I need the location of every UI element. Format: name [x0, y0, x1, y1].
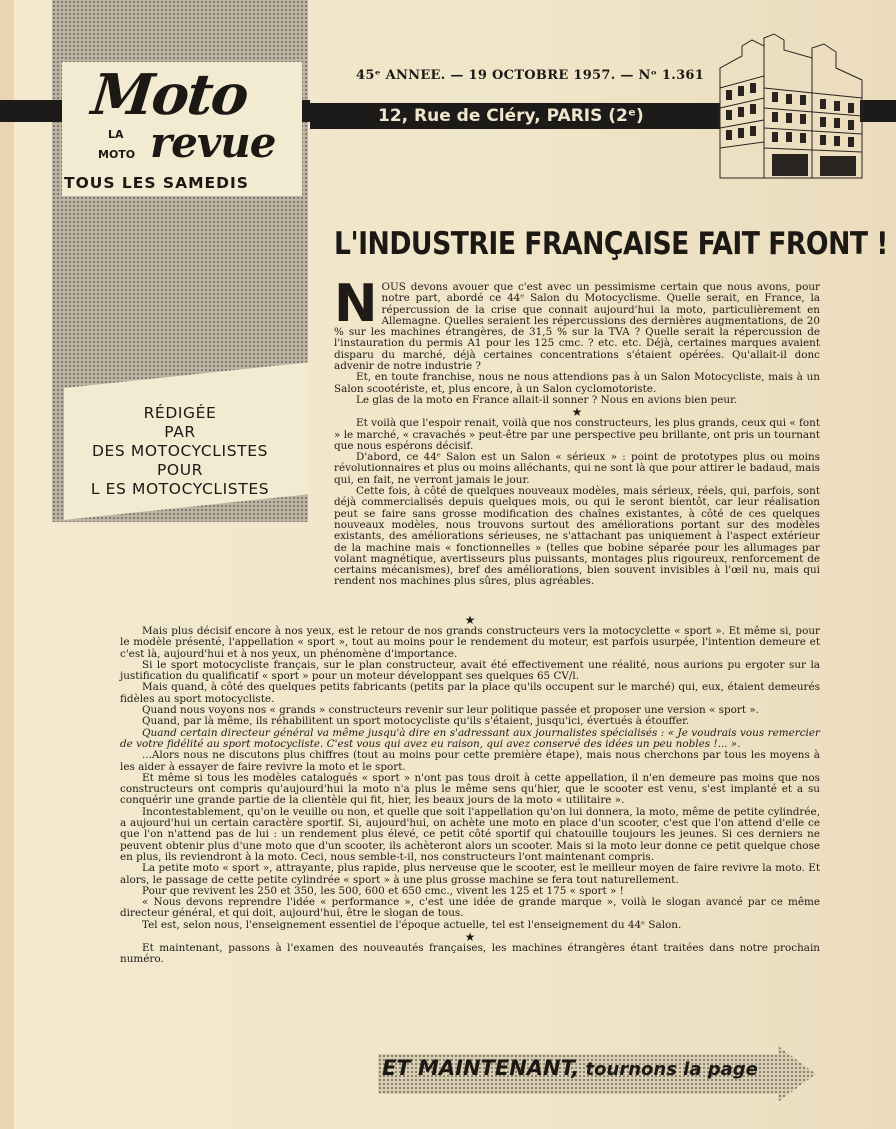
paragraph: Mais plus décisif encore à nos yeux, est le retour de nos grands constructeurs vers la motocyclette « sport ». Et même si, pour le modèle présenté, l'appellation « sport », tout au moins pour le rendement du moteur, est parfois usurpée, l'intention demeure et c'est là, aujourd'hui et à nos yeux, un phénomène d'importance.: [120, 625, 820, 660]
paragraph: Mais quand, à côté des quelques petits fabricants (petits par la place qu'ils occupent sur le marché) qui, eux, étaient demeurés fidèles au sport motocycliste.: [120, 681, 820, 705]
paragraph: Le glas de la moto en France allait-il sonner ? Nous en avions bien peur.: [356, 393, 738, 406]
paragraph: ...Alors nous ne discutons plus chiffres (tout au moins pour cette première étape), mais nous cherchons par tous les moyens à les aider à essayer de faire revivre la moto et le sport.: [120, 749, 820, 773]
paragraph: Et maintenant, passons à l'examen des nouveautés françaises, les machines étrangères étant traitées dans notre prochain numéro.: [120, 942, 820, 966]
logo-revue: revue: [150, 118, 276, 167]
paragraph: Si le sport motocycliste français, sur le plan constructeur, avait été effectivement une réalité, nous aurions pu ergoter sur la justification du qualificatif « sport » pour un moteur développant ses quelques 65 CV/l.: [120, 658, 820, 683]
star-separator: ★: [571, 405, 583, 420]
motto-line: L ES MOTOCYCLISTES: [90, 480, 270, 498]
paragraph-text: OUS devons avouer que c'est avec un pessimisme certain que nous avons, pour notre part, abordé ce 44ᵉ Salon du Motocyclisme. Quelle serait, en France, la répercussion de la crise que connait aujourd'hui la moto, particulièrement en Allemagne. Quelles seraient les répercussions des dernières augmentations, de 20 % sur les machines étrangères, de 31,5 % sur la TVA ? Quelle serait la répercussion de l'instauration du permis A1 pour les 125 cmc. ? etc. etc. Déjà, certaines marques avaient disparu du marché, déjà certaines concentrations s'étaient opérées. Qu'allait-il donc advenir de notre industrie ?: [334, 281, 820, 373]
footer-bold: ET MAINTENANT,: [382, 1056, 580, 1080]
paragraph: Et même si tous les modèles catalogués « sport » n'ont pas tous droit à cette appellation, il n'en demeure pas moins que nos constructeurs ont compris qu'aujourd'hui la moto n'a plus le même sens qu'hier, que le scooter est venu, s'est implanté et a su conquérir une grande partie de la clientèle qui fit, hier, les beaux jours de la moto « utilitaire ».: [120, 771, 820, 807]
footer-rest: tournons la page: [585, 1059, 758, 1080]
paragraph: Quand, par là même, ils réhabilitent un sport motocycliste qu'ils s'étaient, jusqu'ici, évertués à étouffer.: [142, 715, 690, 728]
address-bar: [310, 103, 720, 129]
page-edge: [0, 0, 14, 1129]
paragraph: D'abord, ce 44ᵉ Salon est un Salon « sérieux » : point de prototypes plus ou moins révolutionnaires et plus ou moins alléchants, qui ne sont là que pour attirer le badaud, mais qui, en fait, ne verront jamais le jour.: [334, 451, 820, 486]
footer-callout: [382, 1056, 758, 1080]
star-separator: ★: [464, 930, 476, 945]
tagline: TOUS LES SAMEDIS: [64, 174, 249, 192]
motto-line: RÉDIGÉE: [143, 404, 217, 422]
issue-line: 45ᵉ ANNEE. — 19 OCTOBRE 1957. — Nᵒ 1.361: [356, 68, 705, 83]
motto-line: PAR: [164, 423, 196, 441]
paragraph: La petite moto « sport », attrayante, plus rapide, plus nerveuse que le scooter, est le meilleur moyen de faire revivre la moto. Et alors, le passage de cette petite cylindrée « sport » à une plus grosse machine se fera tout naturellement.: [120, 862, 820, 886]
paragraph: Incontestablement, qu'on le veuille ou non, et quelle que soit l'appellation qu'on lui donnera, la moto, même de petite cylindrée, a aujourd'hui un certain caractère sportif. Si, aujourd'hui, on achète une moto en place d'un scooter, c'est que l'on attend d'elle ce que l'on n'attend pas de lui : un rendement plus élevé, ce petit côté sportif qui chatouille toujours les jeunes. Si ces derniers ne peuvent obtenir plus d'une moto que d'un scooter, ils achèteront alors un scooter. Mais si la moto leur donne ce petit quelque chose en plus, ils reviendront à la moto. Ceci, nous semble-t-il, nos constructeurs l'ont maintenant compris.: [120, 805, 820, 863]
article-intro: [334, 274, 820, 588]
motto-line: DES MOTOCYCLISTES: [91, 442, 269, 460]
headline: L'INDUSTRIE FRANÇAISE FAIT FRONT !: [334, 226, 888, 262]
paragraph: Quand certain directeur général va même jusqu'à dire en s'adressant aux journalistes spécialisés : « Je voudrais vous remercier de votre fidélité au sport motocycliste. C'est vous qui avez eu raison, qui avez conservé des idées un peu nobles !... ».: [120, 726, 820, 750]
drop-cap: N: [334, 274, 378, 334]
article-body: [120, 614, 820, 966]
logo-la: LA: [108, 128, 124, 141]
logo-moto-small: MOTO: [98, 148, 136, 161]
paragraph: Et, en toute franchise, nous ne nous attendions pas à un Salon Motocycliste, mais à un Salon scootériste, et, plus encore, à un Salon cyclomotoriste.: [334, 371, 820, 395]
paragraph: « Nous devons reprendre l'idée « performance », c'est une idée de grande marque », voilà le slogan avancé par ce même directeur général, et qui doit, aujourd'hui, être le slogan de tous.: [120, 896, 820, 920]
intro-paragraph: [334, 274, 820, 373]
motto: [64, 404, 296, 499]
logo-moto: Moto: [88, 62, 251, 128]
star-separator: ★: [464, 613, 476, 627]
paragraph: Pour que revivent les 250 et 350, les 500, 600 et 650 cmc., vivent les 125 et 175 « sport » !: [142, 884, 624, 897]
motto-line: POUR: [156, 461, 204, 479]
paragraph: Tel est, selon nous, l'enseignement essentiel de l'époque actuelle, tel est l'enseignement du 44ᵉ Salon.: [142, 918, 682, 931]
paragraph: Cette fois, à côté de quelques nouveaux modèles, mais sérieux, réels, qui, parfois, sont déjà commercialisés depuis quelques mois, ou qui le seront bientôt, car leur réalisation peut se faire sans grosse modification des chaînes existantes, à côté de ces quelques nouveaux modèles, nous trouvons surtout des améliorations portant sur des modèles existants, des améliorations sérieuses, ne s'attachant pas uniquement à l'aspect extérieur de la machine mais « fonctionnelles » (telles que bobine séparée pour les allumages par volant magnétique, avertisseurs plus puissants, montages plus rigoureux, renforcement de certains mécanismes), bref des améliorations, bien souvent invisibles à l'œil nu, mais qui rendent nos machines plus sûres, plus agréables.: [334, 485, 820, 588]
paragraph: Et voilà que l'espoir renait, voilà que nos constructeurs, les plus grands, ceux qui « font » le marché, « cravachés » peut-être par une perspective peu brillante, ont pris un tournant que nous espérons décisif.: [334, 417, 820, 452]
paragraph: Quand nous voyons nos « grands » constructeurs revenir sur leur politique passée et proposer une version « sport ».: [142, 704, 759, 717]
address: 12, Rue de Cléry, PARIS (2ᵉ): [378, 106, 644, 126]
building-illustration: [712, 28, 872, 198]
